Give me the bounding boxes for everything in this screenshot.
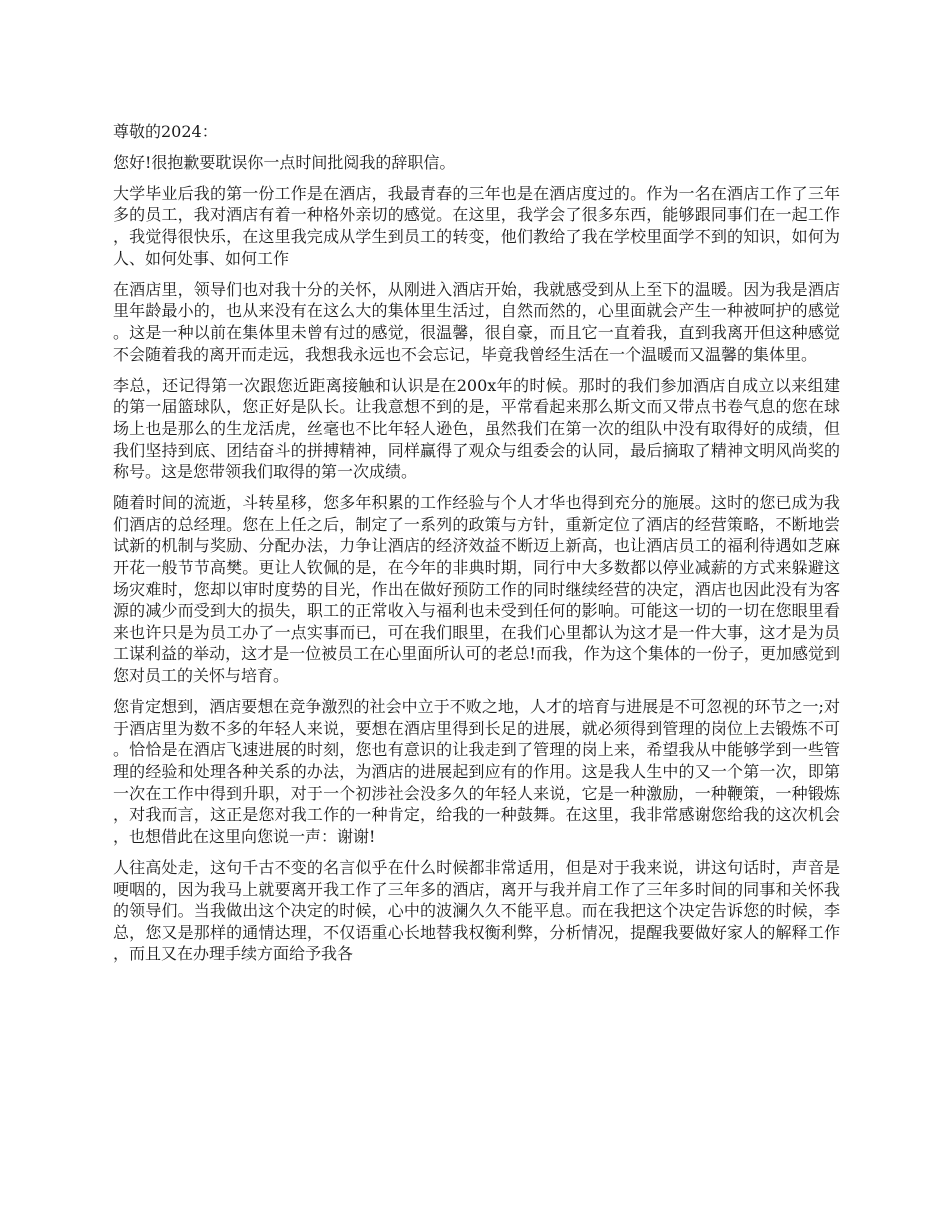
letter-paragraph-2: 在酒店里，领导们也对我十分的关怀，从刚进入酒店开始，我就感受到从上至下的温暖。因为我是酒店里年龄最小的，也从来没有在这么大的集体里生活过，自然而然的，心里面就会产生一种被呵护的感觉。这是一种以前在集体里未曾有过的感觉，很温馨，很自豪，而且它一直着我，直到我离开但这种感觉不会随着我的离开而走远，我想我永远也不会忘记，毕竟我曾经生活在一个温暖而又温馨的集体里。 <box>113 279 840 364</box>
letter-paragraph-6: 人往高处走，这句千古不变的名言似乎在什么时候都非常适用，但是对于我来说，讲这句话时，声音是哽咽的，因为我马上就要离开我工作了三年多的酒店，离开与我并肩工作了三年多时间的同事和关怀我的领导们。当我做出这个决定的时候，心中的波澜久久不能平息。而在我把这个决定告诉您的时候，李总，您又是那样的通情达理，不仅语重心长地替我权衡利弊，分析情况，提醒我要做好家人的解释工作，而且又在办理手续方面给予我各 <box>113 857 840 964</box>
letter-paragraph-5: 您肯定想到，酒店要想在竞争激烈的社会中立于不败之地，人才的培育与进展是不可忽视的环节之一;对于酒店里为数不多的年轻人来说，要想在酒店里得到长足的进展，就必须得到管理的岗位上去锻炼不可。恰恰是在酒店飞速进展的时刻，您也有意识的让我走到了管理的岗上来，希望我从中能够学到一些管理的经验和处理各种关系的办法，为酒店的进展起到应有的作用。这是我人生中的又一个第一次，即第一次在工作中得到升职，对于一个初涉社会没多久的年轻人来说，它是一种激励，一种鞭策，一种锻炼，对我而言，这正是您对我工作的一种肯定，给我的一种鼓舞。在这里，我非常感谢您给我的这次机会，也想借此在这里向您说一声：谢谢! <box>113 697 840 846</box>
letter-paragraph-1: 大学毕业后我的第一份工作是在酒店，我最青春的三年也是在酒店度过的。作为一名在酒店工作了三年多的员工，我对酒店有着一种格外亲切的感觉。在这里，我学会了很多东西，能够跟同事们在一起工作，我觉得很快乐，在这里我完成从学生到员工的转变，他们教给了我在学校里面学不到的知识，如何为人、如何处事、如何工作 <box>113 183 840 268</box>
letter-paragraph-3: 李总，还记得第一次跟您近距离接触和认识是在200x年的时候。那时的我们参加酒店自成立以来组建的第一届篮球队，您正好是队长。让我意想不到的是，平常看起来那么斯文而又带点书卷气息的您在球场上也是那么的生龙活虎，丝毫也不比年轻人逊色，虽然我们在第一次的组队中没有取得好的成绩，但我们坚持到底、团结奋斗的拼搏精神，同样赢得了观众与组委会的认同，最后摘取了精神文明风尚奖的称号。这是您带领我们取得的第一次成绩。 <box>113 375 840 482</box>
letter-body <box>113 121 840 975</box>
letter-greeting: 您好!很抱歉要耽误你一点时间批阅我的辞职信。 <box>113 152 456 172</box>
letter-paragraph-4: 随着时间的流逝，斗转星移，您多年积累的工作经验与个人才华也得到充分的施展。这时的您已成为我们酒店的总经理。您在上任之后，制定了一系列的政策与方针，重新定位了酒店的经营策略，不断地尝试新的机制与奖励、分配办法，力争让酒店的经济效益不断迈上新高，也让酒店员工的福利待遇如芝麻开花一般节节高樊。更让人钦佩的是，在今年的非典时期，同行中大多数都以停业减薪的方式来躲避这场灾难时，您却以审时度势的目光，作出在做好预防工作的同时继续经营的决定，酒店也因此没有为客源的减少而受到大的损失，职工的正常收入与福利也未受到任何的影响。可能这一切的一切在您眼里看来也许只是为员工办了一点实事而已，可在我们眼里，在我们心里都认为这才是一件大事，这才是为员工谋利益的举动，这才是一位被员工在心里面所认可的老总!而我，作为这个集体的一份子，更加感觉到您对员工的关怀与培育。 <box>113 493 840 686</box>
letter-salutation: 尊敬的2024： <box>113 122 218 141</box>
